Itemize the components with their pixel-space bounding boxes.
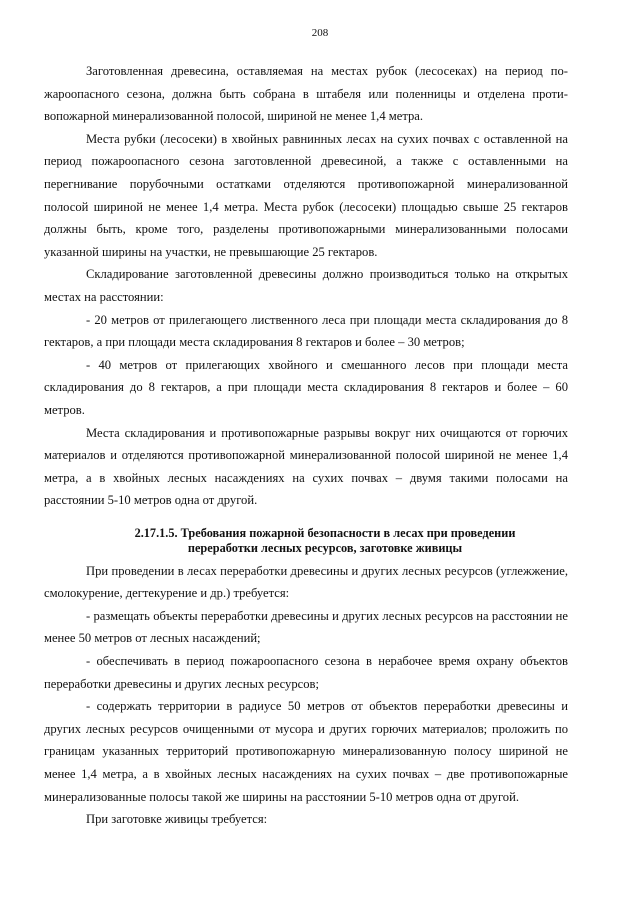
list-item-coniferous-forest: - 40 метров от прилегающих хвойного и смешанного лесов при площади места складирования до 8 гектаров, а при площади места складирования 8 гектаров и более – 60 метров. [44,357,568,417]
section-heading [44,526,568,557]
list-item-security: - обеспечивать в период пожароопасного сезона в нерабочее время охрану объектов переработки древесины и других лесных ресурсов; [44,654,568,691]
section-heading-line-1: 2.17.1.5. Требования пожарной безопасности в лесах при проведении [134,525,516,540]
paragraph-stored-timber: Заготовленная древесина, оставляемая на местах рубок (лесосеках) на период пожароопасного сезона, должна быть собрана в штабеля или поленницы и отделена противопожарной минерализованной полосой, шириной не менее 1,4 метра. [44,64,568,124]
section-heading-line-2: переработки лесных ресурсов, заготовке живицы [187,541,463,556]
list-item-placement-distance: - размещать объекты переработки древесины и других лесных ресурсов на расстоянии не менее 50 метров от лесных насаждений; [44,608,568,646]
document-body [44,60,568,831]
list-item-territory-clearing: - содержать территории в радиусе 50 метров от объектов переработки древесины и других лесных ресурсов очищенными от мусора и других горючих материалов; проложить по границам указанных территорий противопожарную минерализованную полосу шириной не менее 1,4 метра, а в хвойных лесных насаждениях на сухих почвах – две противопожарные минерализованные полосы такой же ширины на расстоянии 5-10 метров одна от другой. [44,699,568,804]
paragraph-processing-intro: При проведении в лесах переработки древесины и других лесных ресурсов (углежжение, смолокурение, дегтекурение и др.) требуется: [44,563,568,601]
paragraph-storage-distance-intro: Складирование заготовленной древесины должно производиться только на открытых местах на расстоянии: [44,267,568,304]
paragraph-storage-clearing: Места складирования и противопожарные разрывы вокруг них очищаются от горючих материалов и отделяются противопожарной минерализованной полосой шириной не менее 1,4 метра, а в хвойных лесных насаждениях на сухих почвах – двумя такими полосами на расстоянии 5-10 метров одна от другой. [44,425,568,508]
page-number: 208 [311,27,329,39]
paragraph-cutting-sites: Места рубки (лесосеки) в хвойных равнинных лесах на сухих почвах с оставленной на период пожароопасного сезона заготовленной древесиной, а также с оставленными на перегнивание порубочными остатками отделяются противопожарной минерализованной полосой шириной не менее 1,4 метра. Места рубок (лесосеки) площадью свыше 25 гектаров должны быть, кроме того, разделены противопожарными минерализованными полосами указанной ширины на участки, не превышающие 25 гектаров. [44,131,568,259]
paragraph-resin-intro: При заготовке живицы требуется: [86,812,268,827]
list-item-deciduous-forest: - 20 метров от прилегающего лиственного леса при площади места складирования до 8 гектаров, а при площади места складирования 8 гектаров и более – 30 метров; [44,312,568,350]
